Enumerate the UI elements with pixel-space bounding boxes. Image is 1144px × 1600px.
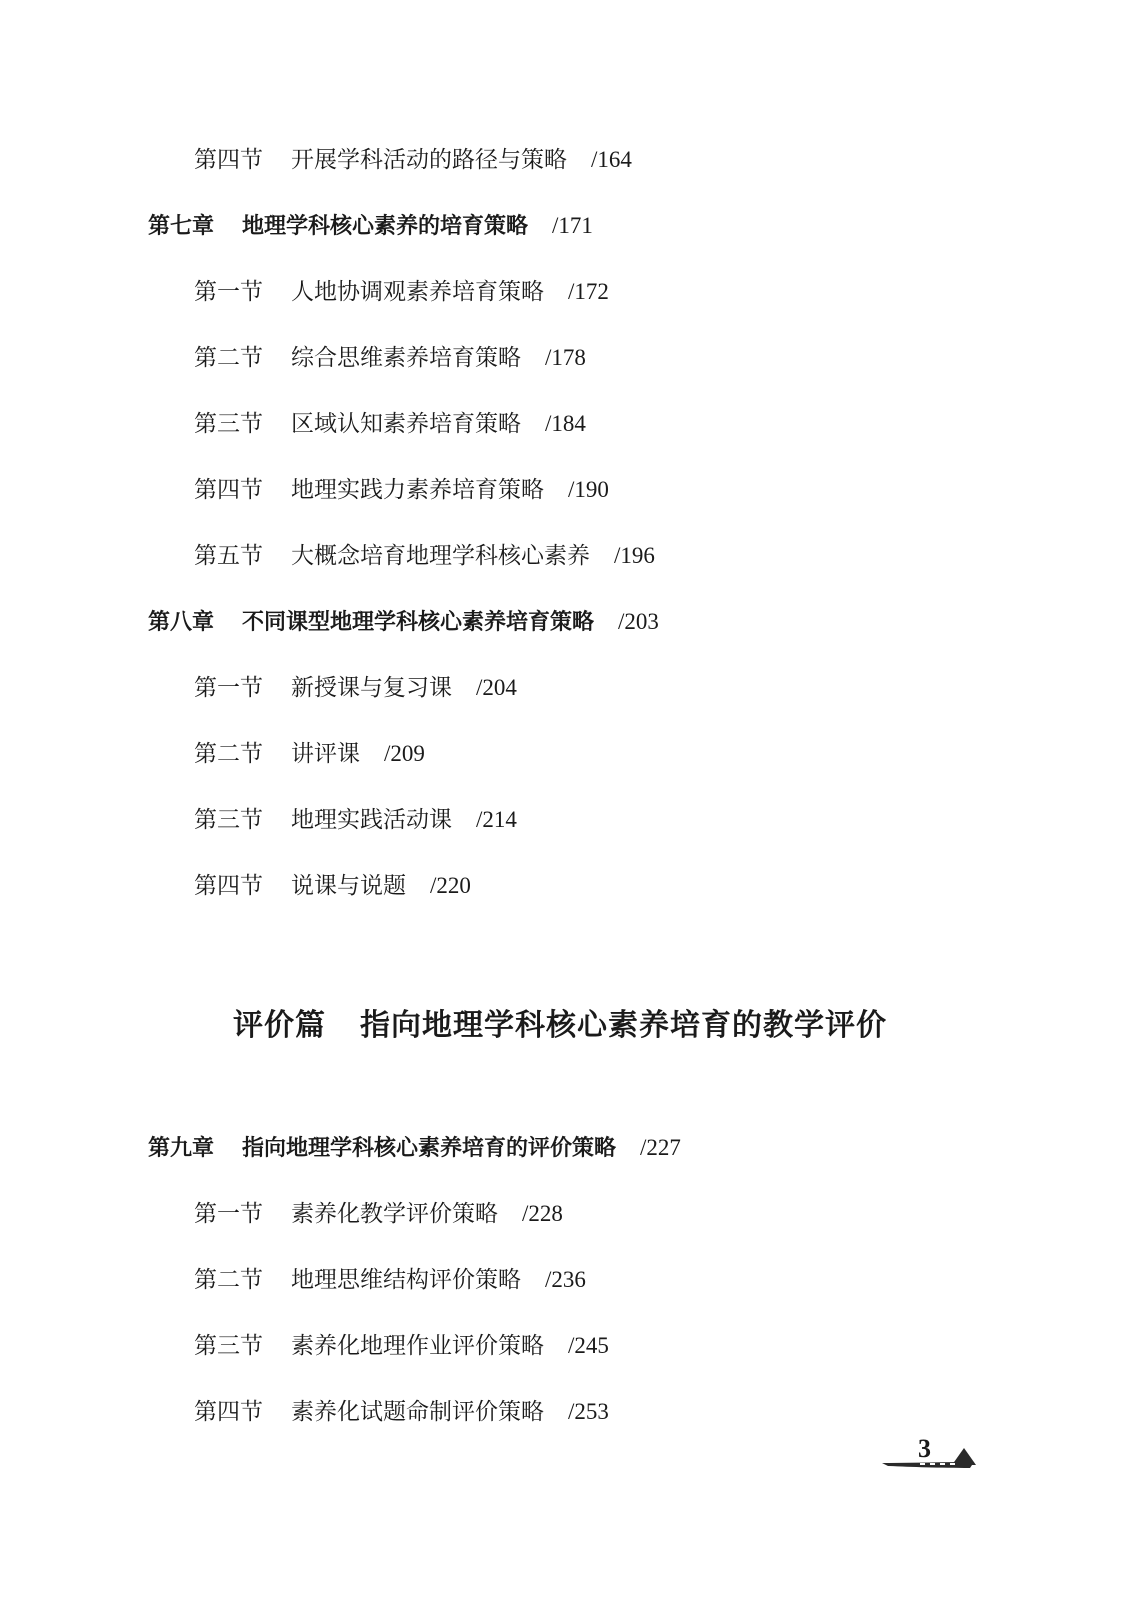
section-number: 第一节 [194, 675, 263, 701]
chapter-number: 第八章 [148, 610, 215, 635]
toc-section-entry[interactable] [194, 280, 609, 304]
page-reference: /204 [476, 675, 517, 700]
chapter-title: 地理学科核心素养的培育策略 [242, 214, 529, 239]
page-number: 3 [918, 1434, 931, 1463]
page-reference: /190 [568, 477, 609, 502]
page-reference: /171 [552, 213, 593, 238]
chapter-title: 指向地理学科核心素养培育的评价策略 [242, 1136, 617, 1161]
toc-section-entry[interactable] [194, 148, 632, 172]
section-title: 地理实践活动课 [291, 807, 452, 833]
section-number: 第一节 [194, 279, 263, 305]
toc-section-entry[interactable] [194, 1202, 563, 1226]
part-number: 评价篇 [233, 1008, 326, 1043]
toc-section-entry[interactable] [194, 1400, 609, 1424]
section-number: 第二节 [194, 1267, 263, 1293]
page-reference: /172 [568, 279, 609, 304]
page-reference: /236 [545, 1267, 586, 1292]
toc-section-entry[interactable] [194, 874, 471, 898]
section-number: 第三节 [194, 807, 263, 833]
page-reference: /245 [568, 1333, 609, 1358]
section-title: 讲评课 [291, 741, 360, 767]
toc-section-entry[interactable] [194, 742, 425, 766]
page-reference: /214 [476, 807, 517, 832]
page-reference: /184 [545, 411, 586, 436]
section-title: 综合思维素养培育策略 [291, 345, 521, 371]
section-number: 第四节 [194, 147, 263, 173]
section-number: 第二节 [194, 345, 263, 371]
page-reference: /253 [568, 1399, 609, 1424]
part-title: 指向地理学科核心素养培育的教学评价 [360, 1008, 887, 1043]
toc-section-entry[interactable] [194, 544, 655, 568]
part-heading[interactable] [0, 1000, 1120, 1044]
section-title: 新授课与复习课 [291, 675, 452, 701]
toc-section-entry[interactable] [194, 412, 586, 436]
page-reference: /220 [430, 873, 471, 898]
section-number: 第一节 [194, 1201, 263, 1227]
toc-section-entry[interactable] [194, 808, 517, 832]
page-reference: /196 [614, 543, 655, 568]
toc-chapter-entry[interactable] [148, 1136, 681, 1160]
section-title: 人地协调观素养培育策略 [291, 279, 544, 305]
section-number: 第四节 [194, 873, 263, 899]
section-title: 大概念培育地理学科核心素养 [291, 543, 590, 569]
section-title: 地理思维结构评价策略 [291, 1267, 521, 1293]
section-title: 说课与说题 [291, 873, 406, 899]
section-number: 第四节 [194, 1399, 263, 1425]
chapter-number: 第九章 [148, 1136, 215, 1161]
toc-section-entry[interactable] [194, 1268, 586, 1292]
toc-section-entry[interactable] [194, 346, 586, 370]
toc-section-entry[interactable] [194, 676, 517, 700]
page-reference: /209 [384, 741, 425, 766]
section-number: 第二节 [194, 741, 263, 767]
page-footer [880, 1432, 980, 1478]
toc-chapter-entry[interactable] [148, 610, 659, 634]
section-number: 第五节 [194, 543, 263, 569]
section-title: 素养化教学评价策略 [291, 1201, 498, 1227]
section-title: 地理实践力素养培育策略 [291, 477, 544, 503]
page-reference: /164 [591, 147, 632, 172]
chapter-title: 不同课型地理学科核心素养培育策略 [242, 610, 595, 635]
section-number: 第三节 [194, 1333, 263, 1359]
page-reference: /178 [545, 345, 586, 370]
page-reference: /227 [640, 1135, 681, 1160]
section-title: 素养化地理作业评价策略 [291, 1333, 544, 1359]
toc-section-entry[interactable] [194, 478, 609, 502]
page-reference: /203 [618, 609, 659, 634]
section-title: 素养化试题命制评价策略 [291, 1399, 544, 1425]
section-title: 开展学科活动的路径与策略 [291, 147, 567, 173]
section-number: 第三节 [194, 411, 263, 437]
section-title: 区域认知素养培育策略 [291, 411, 521, 437]
section-number: 第四节 [194, 477, 263, 503]
page-reference: /228 [522, 1201, 563, 1226]
toc-section-entry[interactable] [194, 1334, 609, 1358]
toc-chapter-entry[interactable] [148, 214, 593, 238]
chapter-number: 第七章 [148, 214, 215, 239]
